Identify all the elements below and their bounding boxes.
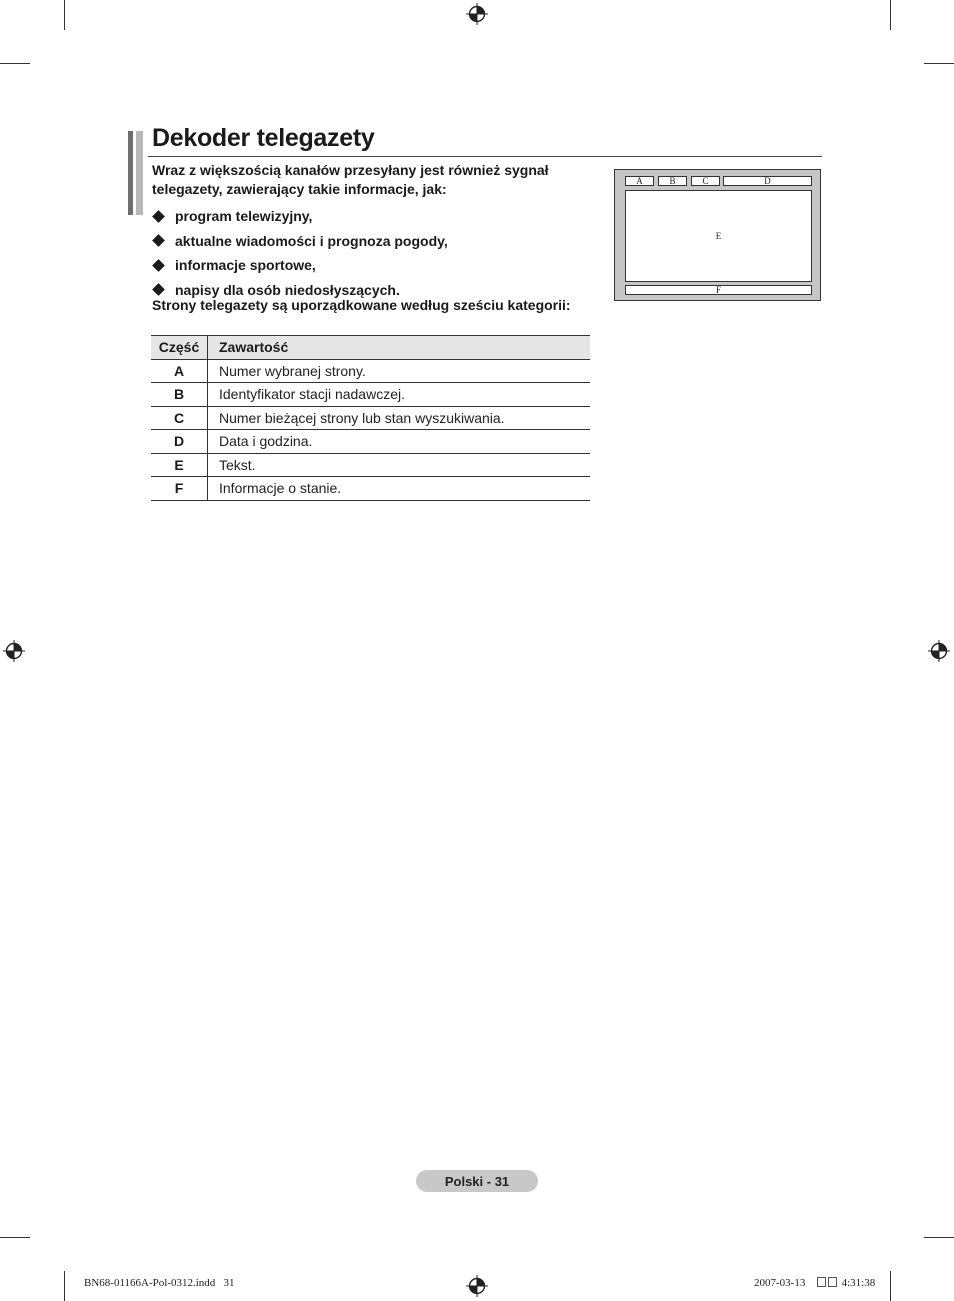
column-header-content: Zawartość [208, 336, 591, 360]
list-item [152, 229, 448, 254]
registration-mark-icon [3, 640, 25, 662]
list-item-text: napisy dla osób niedosłyszących. [175, 281, 400, 298]
slug-time: 4:31:38 [841, 1277, 876, 1289]
list-item [152, 253, 448, 278]
part-cell: E [151, 453, 208, 477]
crop-mark [64, 0, 65, 30]
diagram-region-f: F [625, 285, 812, 295]
list-item-text: program telewizyjny, [175, 208, 313, 225]
print-slug-file: BN68-01166A-Pol-0312.indd 31 [84, 1277, 235, 1289]
part-cell: C [151, 406, 208, 430]
content-cell: Tekst. [208, 453, 591, 477]
title-accent-bar [128, 131, 133, 215]
part-cell: D [151, 430, 208, 454]
bullet-list [152, 204, 448, 302]
glyph-box-icon [817, 1277, 826, 1287]
page-title: Dekoder telegazety [152, 124, 375, 152]
registration-mark-icon [466, 1275, 488, 1297]
parts-table [151, 335, 590, 501]
print-slug-datetime [754, 1277, 875, 1289]
table-header-row [151, 336, 590, 360]
list-item-text: informacje sportowe, [175, 257, 316, 274]
registration-mark-icon [928, 640, 950, 662]
diagram-region-a: A [625, 176, 654, 186]
teletext-screen-diagram [614, 169, 821, 301]
diamond-bullet-icon [152, 210, 165, 223]
part-cell: A [151, 359, 208, 383]
crop-mark [0, 1237, 30, 1238]
diagram-region-c: C [691, 176, 720, 186]
content-cell: Numer bieżącej strony lub stan wyszukiwania. [208, 406, 591, 430]
diamond-bullet-icon [152, 259, 165, 272]
diagram-region-d: D [723, 176, 812, 186]
column-header-part: Część [151, 336, 208, 360]
content-cell: Data i godzina. [208, 430, 591, 454]
part-cell: B [151, 383, 208, 407]
table-row [151, 359, 590, 383]
registration-mark-icon [466, 3, 488, 25]
table-row [151, 430, 590, 454]
table-row [151, 453, 590, 477]
glyph-box-icon [828, 1277, 837, 1287]
crop-mark [0, 63, 30, 64]
table-row [151, 406, 590, 430]
crop-mark [924, 1237, 954, 1238]
intro-paragraph: Wraz z większością kanałów przesyłany jest również sygnał telegazety, zawierający takie informacje, jak: [152, 162, 549, 197]
title-divider [148, 156, 822, 157]
list-item [152, 204, 448, 229]
page-number-badge: Polski - 31 [416, 1170, 538, 1192]
diamond-bullet-icon [152, 234, 165, 247]
slug-date: 2007-03-13 [754, 1277, 806, 1289]
crop-mark [890, 0, 891, 30]
diagram-region-b: B [658, 176, 687, 186]
categories-sentence: Strony telegazety są uporządkowane według sześciu kategorii: [152, 297, 571, 313]
table-row [151, 477, 590, 501]
table-row [151, 383, 590, 407]
list-item-text: aktualne wiadomości i prognoza pogody, [175, 232, 448, 249]
diamond-bullet-icon [152, 283, 165, 296]
title-accent-bar [136, 131, 143, 215]
crop-mark [64, 1271, 65, 1301]
content-cell: Informacje o stanie. [208, 477, 591, 501]
content-cell: Identyfikator stacji nadawczej. [208, 383, 591, 407]
content-cell: Numer wybranej strony. [208, 359, 591, 383]
diagram-region-e: E [625, 190, 812, 282]
crop-mark [890, 1271, 891, 1301]
crop-mark [924, 63, 954, 64]
part-cell: F [151, 477, 208, 501]
